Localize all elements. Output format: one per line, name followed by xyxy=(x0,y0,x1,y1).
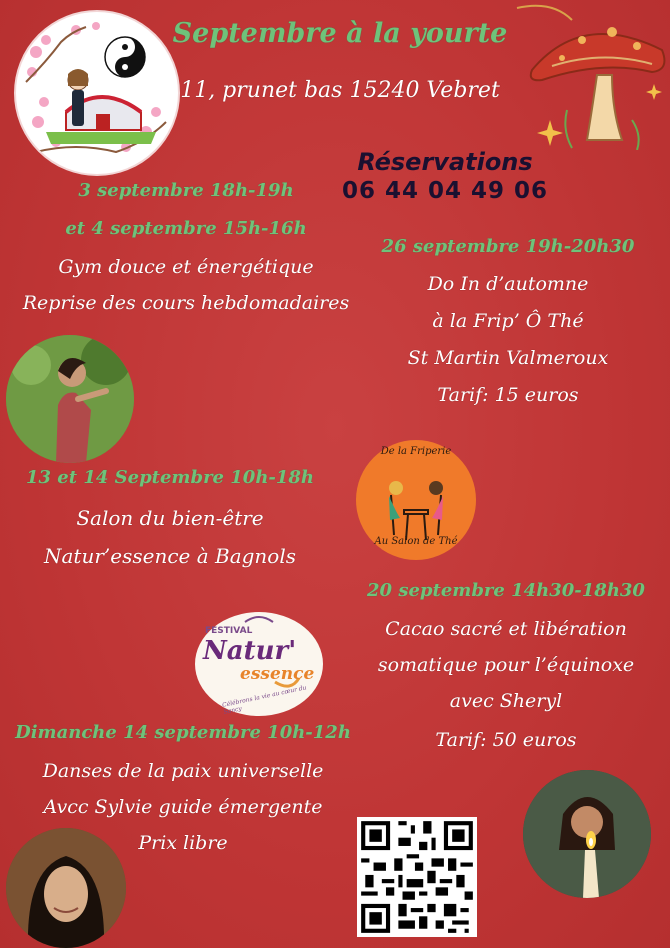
event4-line4: Tarif: 50 euros xyxy=(435,729,577,751)
qr-code-icon[interactable] xyxy=(357,817,477,937)
reservations-phone: 06 44 04 49 06 xyxy=(341,178,549,204)
festival-tagline: Célébrons la vie au cœur du Sancy xyxy=(221,684,308,716)
event1-date-line1: 3 septembre 18h-19h xyxy=(78,180,294,201)
festival-main-text2: essence xyxy=(240,664,315,684)
friperie-logo-bottom-text: Au Salon de Thé xyxy=(374,536,458,547)
event5-line1: Danses de la paix universelle xyxy=(42,760,324,782)
photo-sylvie xyxy=(6,828,126,948)
event1-line2: Reprise des cours hebdomadaires xyxy=(22,292,350,314)
photo-gym-instructor xyxy=(6,335,134,463)
event1-date-line2: et 4 septembre 15h-16h xyxy=(65,218,307,239)
photo-sheryl xyxy=(523,770,651,898)
event2-line1: Do In d’automne xyxy=(427,273,589,295)
event3-date: 13 et 14 Septembre 10h-18h xyxy=(25,467,315,488)
event3-line2: Natur’essence à Bagnols xyxy=(43,544,297,568)
address: 11, prunet bas 15240 Vebret xyxy=(180,78,500,103)
event1-line1: Gym douce et énergétique xyxy=(58,256,314,278)
mushroom-icon xyxy=(512,0,670,150)
event2-line4: Tarif: 15 euros xyxy=(437,384,579,406)
yin-yang-icon xyxy=(104,36,146,78)
event3-line1: Salon du bien-être xyxy=(76,506,264,530)
event2-line3: St Martin Valmeroux xyxy=(407,347,609,369)
festival-main-text1: Natur' xyxy=(203,636,297,666)
event4-line3: avec Sheryl xyxy=(449,690,563,712)
event5-line2: Avcc Sylvie guide émergente xyxy=(43,796,323,818)
friperie-logo-top-text: De la Friperie xyxy=(380,446,452,457)
event5-date: Dimanche 14 septembre 10h-12h xyxy=(15,722,351,743)
page-title: Septembre à la yourte xyxy=(172,18,508,49)
reservations-label: Réservations xyxy=(357,148,533,176)
event2-line2: à la Frip’ Ô Thé xyxy=(432,310,584,332)
festival-small-label: FESTIVAL xyxy=(205,626,253,636)
event4-line2: somatique pour l’équinoxe xyxy=(377,654,635,676)
event4-line1: Cacao sacré et libération xyxy=(385,618,627,640)
event5-line3: Prix libre xyxy=(138,832,228,854)
event2-date: 26 septembre 19h-20h30 xyxy=(381,236,635,257)
event4-date: 20 septembre 14h30-18h30 xyxy=(367,580,645,601)
